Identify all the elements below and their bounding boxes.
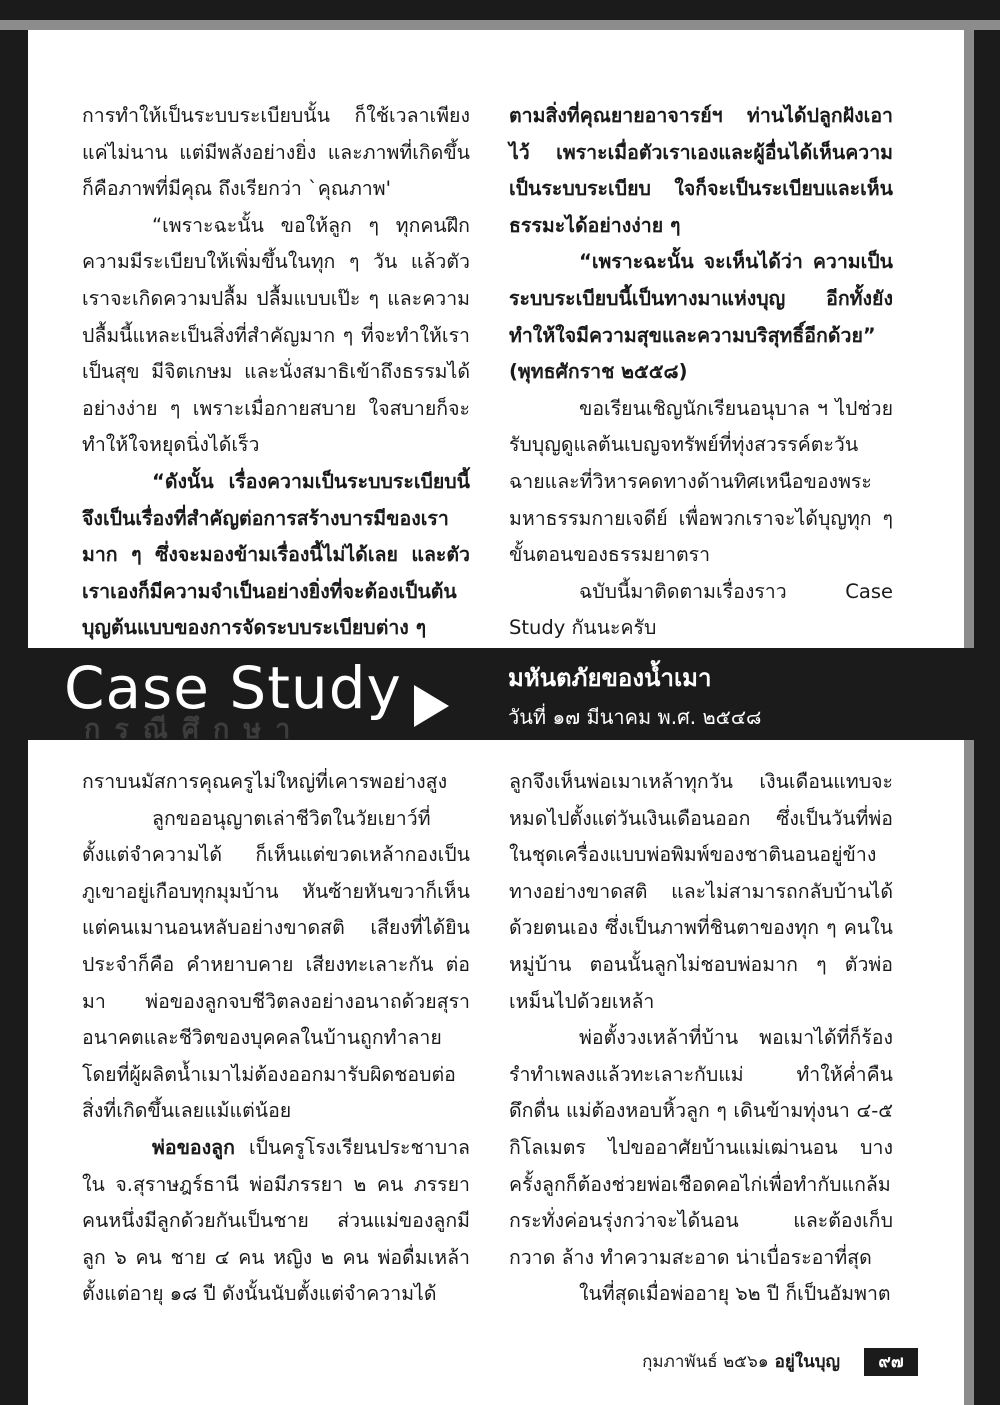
date-note: (พุทธศักราช ๒๕๕๘) [509,360,688,384]
paragraph [509,354,893,391]
paragraph: กราบนมัสการคุณครูไม่ใหญ่ที่เคารพอย่างสูง [82,770,448,793]
bold-paragraph-text: “ดังนั้น เรื่องความเป็นระบบระเบียบนี้จึงเป็นเรื่องที่สำคัญต่อการสร้างบารมีของเรามาก ๆ ซึ่งจะมองข้ามเรื่องนี้ไม่ได้เลย และตัวเราเองก็มีความจำเป็นอย่างยิ่งที่จะต้องเป็นต้นบุญต้นแบบของการจัดระบบระเบียบต่าง ๆ [82,469,470,640]
section-subtitle: กรณีศึกษา [84,714,305,745]
paragraph: ลูกขออนุญาตเล่าชีวิตในวัยเยาว์ที่ตั้งแต่จำความได้ ก็เห็นแต่ขวดเหล้ากองเป็นภูเขาอยู่เกือบทุกมุมบ้าน หันซ้ายหันขวาก็เห็นแต่คนเมานอนหลับอย่างขาดสติ เสียงที่ได้ยินประจำก็คือ คำหยาบคาย เสียงทะเลาะกัน ต่อมา พ่อของลูกจบชีวิตลงอย่างอนาถด้วยสุรา อนาคตและชีวิตของบุคคลในบ้านถูกทำลาย โดยที่ผู้ผลิตน้ำเมาไม่ต้องออกมารับผิดชอบต่อสิ่งที่เกิดขึ้นเลยแม้แต่น้อย [82,806,470,1123]
story-date: วันที่ ๑๗ มีนาคม พ.ศ. ๒๕๔๘ [508,705,762,729]
paragraph: พ่อตั้งวงเหล้าที่บ้าน พอเมาได้ที่ก็ร้องรำทำเพลงแล้วทะเลาะกับแม่ ทำให้ค่ำคืนดึกดื่น แม่ต้องหอบหิ้วลูก ๆ เดินข้ามทุ่งนา ๔-๕ กิโลเมตร ไปขออาศัยบ้านแม่เฒ่านอน บางครั้งลูกก็ต้องช่วยพ่อเชือดคอไก่เพื่อทำกับแกล้มกระทั่งค่อนรุ่งกว่าจะได้นอน และต้องเก็บ กวาด ล้าง ทำความสะอาด น่าเบื่อระอาที่สุด [509,1026,893,1269]
page-number: ๙๗ [864,1348,918,1376]
paragraph: “เพราะฉะนั้น ขอให้ลูก ๆ ทุกคนฝึกความมีระเบียบให้เพิ่มขึ้นในทุก ๆ วัน แล้วตัวเราจะเกิดความปลื้ม ปลื้มแบบเป๊ะ ๆ และความปลื้มนี้แหละเป็นสิ่งที่สำคัญมาก ๆ ที่จะทำให้เราเป็นสุข มีจิตเกษม และนั่งสมาธิเข้าถึงธรรมได้อย่างง่าย ๆ เพราะเมื่อกายสบาย ใจสบายก็จะทำให้ใจหยุดนิ่งได้เร็ว [82,213,470,457]
footer-issue: กุมภาพันธ์ ๒๕๖๑ [642,1352,769,1372]
footer [642,1350,840,1374]
top-grey-strip [0,20,1000,30]
bold-paragraph-text: ตามสิ่งที่คุณยายอาจารย์ฯ ท่านได้ปลูกฝังเอาไว้ เพราะเมื่อตัวเราเองและผู้อื่นได้เห็นความเป็นระบบระเบียบ ใจก็จะเป็นระเบียบและเห็นธรรมะได้อย่างง่าย ๆ [509,104,893,237]
lower-right-column [509,764,893,1313]
paragraph: ในที่สุดเมื่อพ่ออายุ ๖๒ ปี ก็เป็นอัมพาต [579,1282,891,1306]
paragraph: ฉบับนี้มาติดตามเรื่องราว Case Study กันนะครับ [509,579,893,640]
bold-lead-text: พ่อของลูก [152,1135,235,1159]
paragraph: การทำให้เป็นระบบระเบียบนั้น ก็ใช้เวลาเพียงแค่ไม่นาน แต่มีพลังอย่างยิ่ง และภาพที่เกิดขึ้นก็คือภาพที่มีคุณ ถึงเรียกว่า `คุณภาพ' [82,104,470,201]
paragraph [509,244,893,354]
paragraph [82,1130,470,1313]
upper-left-column [82,98,470,647]
section-title: Case Study [64,654,402,722]
paragraph-text: เป็นครูโรงเรียนประชาบาลใน จ.สุราษฎร์ธานี พ่อมีภรรยา ๒ คน ภรรยาคนหนึ่งมีลูกด้วยกันเป็นชาย ส่วนแม่ของลูกมีลูก ๖ คน ชาย ๔ คน หญิง ๒ คน พ่อดื่มเหล้าตั้งแต่อายุ ๑๘ ปี ดังนั้นนับตั้งแต่จำความได้ [82,1135,470,1306]
story-title: มหันตภัยของน้ำเมา [508,664,712,692]
footer-magazine-name: อยู่ในบุญ [774,1352,840,1372]
paragraph: ลูกจึงเห็นพ่อเมาเหล้าทุกวัน เงินเดือนแทบจะหมดไปตั้งแต่วันเงินเดือนออก ซึ่งเป็นวันที่พ่อในชุดเครื่องแบบพ่อพิมพ์ของชาตินอนอยู่ข้างทางอย่างขาดสติ และไม่สามารถกลับบ้านได้ด้วยตนเอง ซึ่งเป็นภาพที่ชินตาของทุก ๆ คนในหมู่บ้าน ตอนนั้นลูกไม่ชอบพ่อมาก ๆ ตัวพ่อเหม็นไปด้วยเหล้า [509,770,893,1013]
paragraph: ขอเรียนเชิญนักเรียนอนุบาล ฯ ไปช่วยรับบุญดูแลต้นเบญจทรัพย์ที่ทุ่งสวรรค์ตะวันฉายและที่วิหารคดทางด้านทิศเหนือของพระมหาธรรมกายเจดีย์ เพื่อพวกเราจะได้บุญทุก ๆ ขั้นตอนของธรรมยาตรา [509,396,893,567]
bold-paragraph-text: “เพราะฉะนั้น จะเห็นได้ว่า ความเป็นระบบระเบียบนี้เป็นทางมาแห่งบุญ อีกทั้งยังทำให้ใจมีความสุขและความบริสุทธิ์อีกด้วย” [509,250,893,347]
lower-left-column [82,764,470,1313]
upper-right-column [509,98,893,647]
play-arrow-icon [414,685,449,727]
paragraph [82,464,470,647]
paragraph [509,98,893,244]
